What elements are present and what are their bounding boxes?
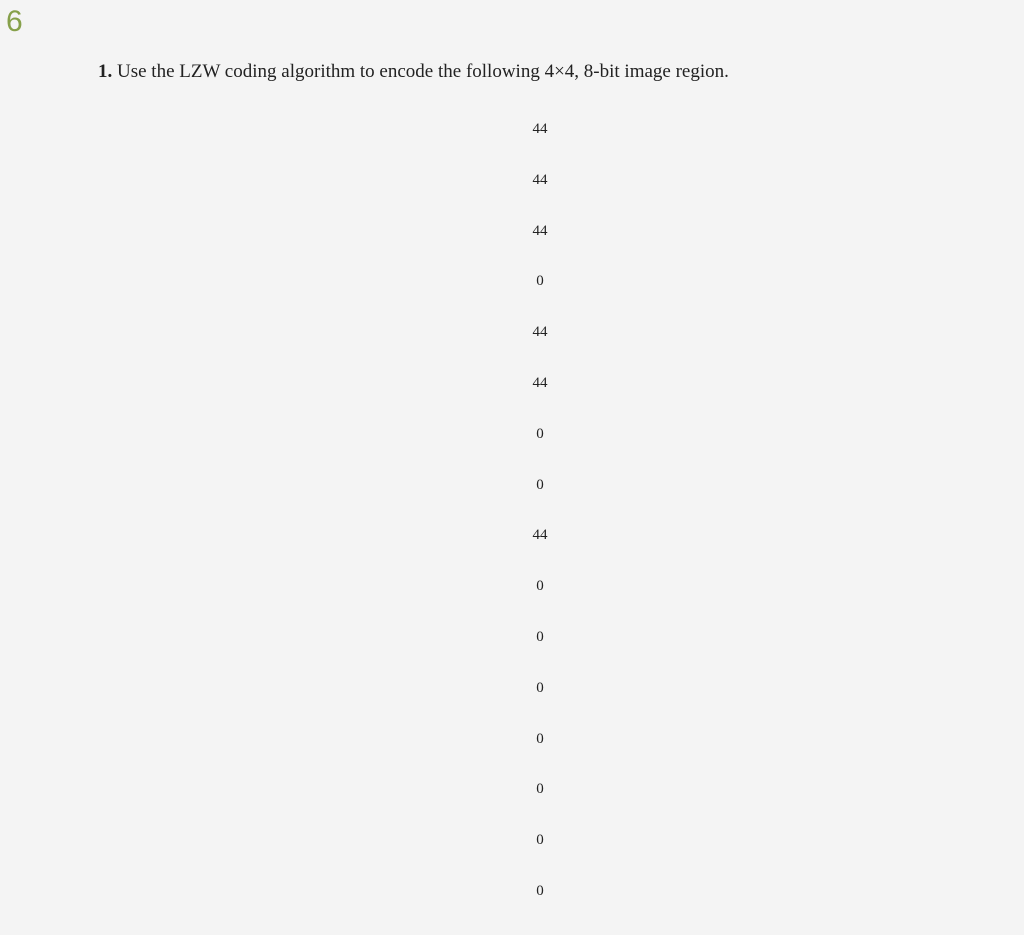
image-region-values [490, 122, 590, 935]
question [98, 59, 729, 85]
times-symbol: × [554, 61, 565, 82]
pixel-value: 0 [536, 425, 544, 442]
pixel-value: 44 [532, 171, 548, 188]
question-number: 1. [98, 61, 113, 82]
pixel-value: 44 [532, 121, 548, 137]
pixel-value: 0 [536, 832, 544, 849]
pixel-value: 0 [536, 730, 544, 747]
pixel-value: 0 [536, 679, 544, 696]
pixel-value: 44 [532, 222, 548, 239]
pixel-value: 0 [536, 273, 544, 290]
pixel-value: 44 [532, 527, 548, 544]
page-number: 6 [6, 5, 23, 38]
pixel-value: 0 [536, 781, 544, 798]
pixel-value: 44 [532, 324, 548, 341]
question-text-before: Use the LZW coding algorithm to encode the following 4 [117, 61, 555, 82]
pixel-value: 0 [536, 578, 544, 595]
pixel-value: 0 [536, 476, 544, 493]
pixel-value: 0 [536, 882, 544, 899]
pixel-value: 0 [536, 628, 544, 645]
question-text-after: 4, 8-bit image region. [564, 61, 729, 82]
pixel-value: 44 [532, 374, 548, 391]
